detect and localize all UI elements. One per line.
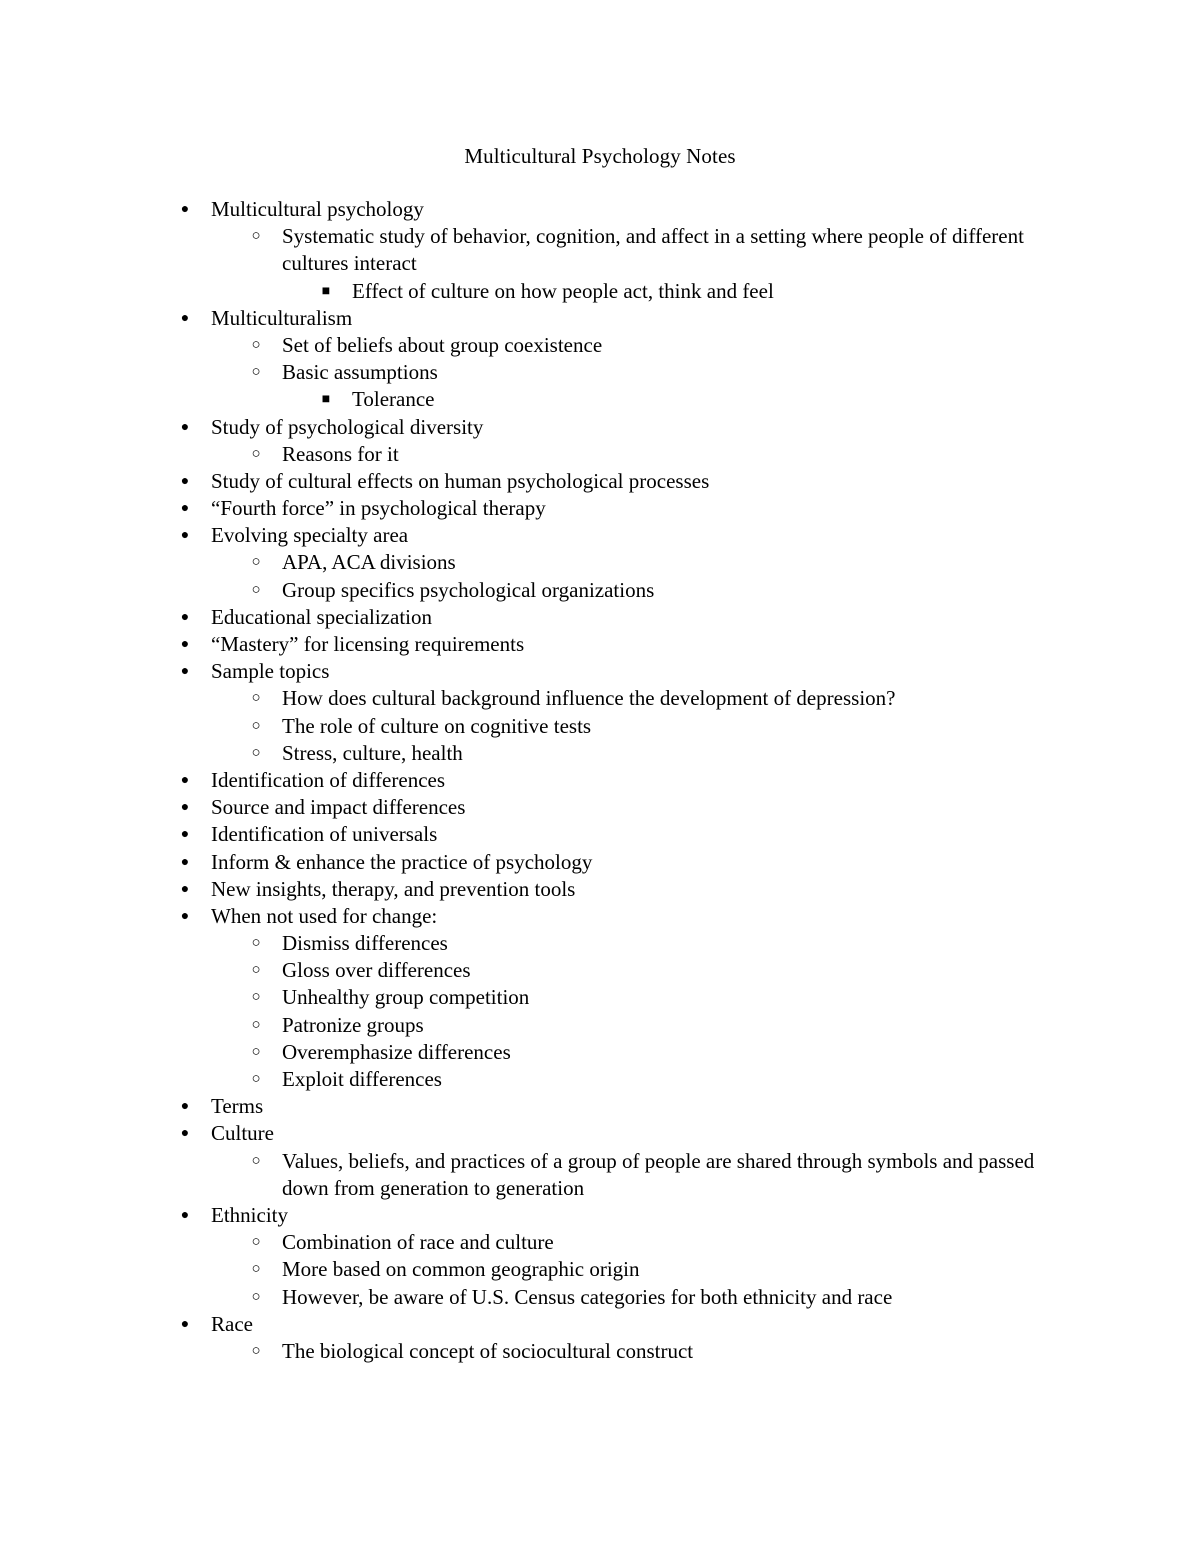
list-item-text: When not used for change: (211, 903, 438, 928)
list-item-level-1 (0, 658, 1200, 685)
list-item-text: Dismiss differences (282, 931, 448, 956)
circle-bullet-icon: ○ (251, 690, 261, 707)
list-item-text: “Mastery” for licensing requirements (211, 632, 525, 657)
list-item-text: Patronize groups (282, 1012, 424, 1037)
list-item-text: Evolving specialty area (211, 523, 409, 548)
circle-bullet-icon: ○ (251, 1152, 261, 1169)
list-item-text: Culture (211, 1121, 274, 1146)
list-item-text: Group specifics psychological organizations (282, 577, 655, 602)
list-item-level-2 (0, 1148, 1200, 1202)
circle-bullet-icon: ○ (251, 581, 261, 598)
list-item-level-1 (0, 903, 1200, 930)
list-item-text: Ethnicity (211, 1202, 288, 1227)
list-item-text: Combination of race and culture (282, 1230, 554, 1255)
list-item-text: Identification of universals (211, 822, 438, 847)
bullet-icon: ● (180, 419, 190, 435)
list-item-level-2 (0, 577, 1200, 604)
list-item-text: Reasons for it (282, 441, 399, 466)
list-item-text: Effect of culture on how people act, think and feel (352, 278, 774, 303)
circle-bullet-icon: ○ (251, 962, 261, 979)
list-item-text: Stress, culture, health (282, 740, 463, 765)
list-item-level-1 (0, 1202, 1200, 1229)
circle-bullet-icon: ○ (251, 364, 261, 381)
list-item-text: APA, ACA divisions (282, 550, 456, 575)
list-item-level-2 (0, 441, 1200, 468)
list-item-level-1 (0, 305, 1200, 332)
list-item-level-2 (0, 713, 1200, 740)
bullet-icon: ● (180, 800, 190, 816)
list-item-level-2 (0, 740, 1200, 767)
list-item-level-1 (0, 1311, 1200, 1338)
document-title: Multicultural Psychology Notes (464, 144, 736, 168)
list-item-text: Race (211, 1311, 253, 1336)
bullet-icon: ● (180, 637, 190, 653)
circle-bullet-icon: ○ (251, 1071, 261, 1088)
bullet-icon: ● (180, 827, 190, 843)
circle-bullet-icon: ○ (251, 744, 261, 761)
bullet-icon: ● (180, 881, 190, 897)
circle-bullet-icon: ○ (251, 1016, 261, 1033)
list-item-text: Gloss over differences (282, 958, 471, 983)
circle-bullet-icon: ○ (251, 717, 261, 734)
bullet-icon: ● (180, 1316, 190, 1332)
bullet-icon: ● (180, 854, 190, 870)
list-item-level-3 (0, 386, 1200, 413)
list-item-level-2 (0, 1039, 1200, 1066)
list-item-text: The role of culture on cognitive tests (282, 713, 592, 738)
list-item-level-1 (0, 1093, 1200, 1120)
circle-bullet-icon: ○ (251, 554, 261, 571)
bullet-icon: ● (180, 501, 190, 517)
circle-bullet-icon: ○ (251, 1342, 261, 1359)
square-bullet-icon: ■ (321, 392, 331, 408)
list-item-level-2 (0, 332, 1200, 359)
circle-bullet-icon: ○ (251, 1043, 261, 1060)
list-item-text: More based on common geographic origin (282, 1257, 640, 1282)
circle-bullet-icon: ○ (251, 989, 261, 1006)
bullet-icon: ● (180, 908, 190, 924)
list-item-level-1 (0, 468, 1200, 495)
list-item-text: Exploit differences (282, 1067, 442, 1092)
list-item-text: Unhealthy group competition (282, 985, 530, 1010)
list-item-text: Overemphasize differences (282, 1039, 511, 1064)
list-item-text: Study of psychological diversity (211, 414, 484, 439)
list-item-text: Terms (211, 1094, 264, 1119)
list-item-text: Basic assumptions (282, 360, 438, 385)
list-item-level-1 (0, 767, 1200, 794)
bullet-icon: ● (180, 1207, 190, 1223)
bullet-icon: ● (180, 528, 190, 544)
list-item-text: However, be aware of U.S. Census categories for both ethnicity and race (282, 1284, 893, 1309)
list-item-level-2 (0, 1229, 1200, 1256)
bullet-icon: ● (180, 310, 190, 326)
list-item-level-1 (0, 794, 1200, 821)
list-item-level-1 (0, 495, 1200, 522)
list-item-level-1 (0, 196, 1200, 223)
list-item-level-1 (0, 414, 1200, 441)
list-item-level-2 (0, 223, 1200, 277)
list-item-text: How does cultural background influence the development of depression? (282, 686, 896, 711)
list-item-text: Systematic study of behavior, cognition, and affect in a setting where people of different cultures interact (282, 224, 1024, 276)
list-item-level-2 (0, 1256, 1200, 1283)
list-item-level-3 (0, 278, 1200, 305)
list-item-text: Study of cultural effects on human psychological processes (211, 468, 710, 493)
list-item-text: Multicultural psychology (211, 197, 424, 221)
list-item-level-2 (0, 984, 1200, 1011)
list-item-level-1 (0, 821, 1200, 848)
notes-list (0, 196, 1200, 1365)
list-item-level-2 (0, 1338, 1200, 1365)
list-item-level-2 (0, 685, 1200, 712)
bullet-icon: ● (180, 664, 190, 680)
list-item-level-2 (0, 1012, 1200, 1039)
bullet-icon: ● (180, 609, 190, 625)
list-item-level-2 (0, 549, 1200, 576)
list-item-level-1 (0, 604, 1200, 631)
list-item-level-2 (0, 359, 1200, 386)
circle-bullet-icon: ○ (251, 1261, 261, 1278)
list-item-text: Source and impact differences (211, 795, 466, 820)
circle-bullet-icon: ○ (251, 228, 261, 245)
bullet-icon: ● (180, 473, 190, 489)
list-item-level-1 (0, 876, 1200, 903)
list-item-level-2 (0, 957, 1200, 984)
list-item-text: The biological concept of sociocultural construct (282, 1338, 694, 1363)
bullet-icon: ● (180, 772, 190, 788)
circle-bullet-icon: ○ (251, 336, 261, 353)
list-item-text: Multiculturalism (211, 305, 353, 330)
list-item-level-1 (0, 849, 1200, 876)
list-item-text: Identification of differences (211, 767, 446, 792)
circle-bullet-icon: ○ (251, 1288, 261, 1305)
list-item-text: Tolerance (352, 387, 435, 412)
bullet-icon: ● (180, 1099, 190, 1115)
bullet-icon: ● (180, 1126, 190, 1142)
list-item-text: Values, beliefs, and practices of a group of people are shared through symbols and passed down from generation to generation (282, 1148, 1035, 1200)
list-item-text: New insights, therapy, and prevention tools (211, 876, 576, 901)
list-item-level-2 (0, 1284, 1200, 1311)
list-item-level-1 (0, 522, 1200, 549)
list-item-level-2 (0, 930, 1200, 957)
list-item-level-1 (0, 631, 1200, 658)
list-item-level-2 (0, 1066, 1200, 1093)
list-item-text: Educational specialization (211, 604, 432, 629)
circle-bullet-icon: ○ (251, 445, 261, 462)
list-item-level-1 (0, 1120, 1200, 1147)
bullet-icon: ● (180, 202, 190, 217)
square-bullet-icon: ■ (321, 283, 331, 299)
circle-bullet-icon: ○ (251, 1234, 261, 1251)
circle-bullet-icon: ○ (251, 935, 261, 952)
list-item-text: Set of beliefs about group coexistence (282, 332, 603, 357)
list-item-text: Sample topics (211, 659, 330, 684)
list-item-text: Inform & enhance the practice of psychology (211, 849, 593, 874)
list-item-text: “Fourth force” in psychological therapy (211, 496, 546, 521)
